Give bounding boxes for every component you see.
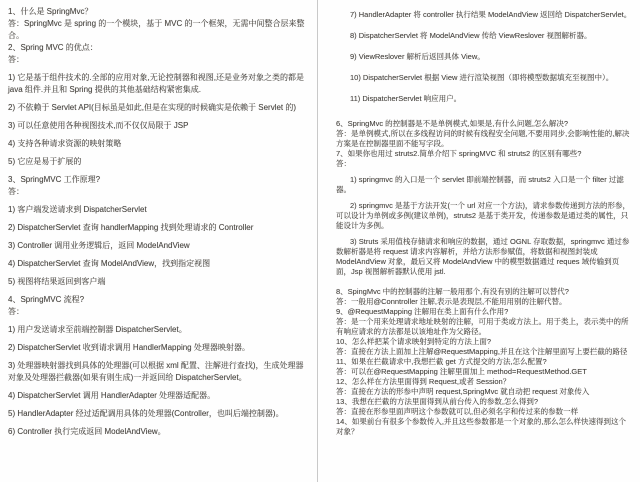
document-page-left bbox=[0, 0, 317, 482]
question-6: 6、SpringMvc 的控制器是不是单例模式,如果是,有什么问题,怎么解决? bbox=[336, 119, 569, 128]
document-page-right bbox=[318, 0, 640, 482]
q4-step-1: 1) 用户发送请求至前端控制器 DispatcherServlet。 bbox=[8, 325, 187, 334]
q4-step-6: 6) Controller 执行完成返回 ModelAndView。 bbox=[8, 427, 166, 436]
q3-step-2: 2) DispatcherServlet 查询 handlerMapping 找到处理请求的 Controller bbox=[8, 223, 254, 232]
q4-step-9: 9) ViewReslover 解析后返回具体 View。 bbox=[350, 52, 485, 61]
question-8: 8、SpingMvc 中的控制器的注解一般用那个,有没有别的注解可以替代? bbox=[336, 287, 569, 296]
question-3: 3、SpringMVC 工作原理? bbox=[8, 175, 101, 184]
q2-point-3: 3) 可以任意使用各种视图技术,而不仅仅局限于 JSP bbox=[8, 121, 189, 130]
question-12: 12、怎么样在方法里面得到 Request,或者 Session？ bbox=[336, 377, 511, 386]
q3-step-1: 1) 客户端发送请求到 DispatcherServlet bbox=[8, 205, 147, 214]
answer-6: 答：是单例模式,所以在多线程访问的时候有线程安全问题,不要用同步,会影响性能的,解决方案是在控制器里面不能写字段。 bbox=[336, 129, 630, 148]
answer-12: 答：直接在方法的形参中声明 request,SpringMvc 就自动把 request 对象传入 bbox=[336, 387, 590, 396]
answer-1: 答：SpringMvc 是 spring 的一个模块，基于 MVC 的一个框架，无需中间整合层来整合。 bbox=[8, 19, 305, 40]
q4-step-5: 5) HandlerAdapter 经过适配调用具体的处理器(Controller，也叫后端控制器)。 bbox=[8, 409, 284, 418]
question-4: 4、SpringMVC 流程? bbox=[8, 295, 85, 304]
q4-step-8: 8) DispatcherServlet 将 ModelAndView 传给 ViewReslover 视图解析器。 bbox=[350, 31, 592, 40]
question-7: 7、如果你也用过 struts2.简单介绍下 springMVC 和 struts2 的区别有哪些? bbox=[336, 149, 582, 158]
q2-point-4: 4) 支持各种请求资源的映射策略 bbox=[8, 139, 122, 148]
answer-11: 答：可以在@RequestMapping 注解里面加上 method=RequestMethod.GET bbox=[336, 367, 587, 376]
q2-point-1: 1) 它是基于组件技术的.全部的应用对象,无论控制器和视图,还是业务对象之类的都是 java 组件.并且和 Spring 提供的其他基础结构紧密集成. bbox=[8, 73, 305, 94]
question-13: 13、我想在拦截的方法里面得到从前台传入的参数,怎么得到? bbox=[336, 397, 539, 406]
question-9: 9、@RequestMapping 注解用在类上面有什么作用? bbox=[336, 307, 509, 316]
q3-step-4: 4) DispatcherServlet 查询 ModelAndView，找到指定视图 bbox=[8, 259, 211, 268]
answer-9: 答：是一个用来处理请求地址映射的注解，可用于类或方法上。用于类上，表示类中的所有响应请求的方法都是以该地址作为父路径。 bbox=[336, 317, 629, 336]
question-10: 10、怎么样把某个请求映射到特定的方法上面? bbox=[336, 337, 492, 346]
question-1: 1、什么是 SpringMvc？ bbox=[8, 7, 93, 16]
q4-step-10: 10) DispatcherServlet 根据 View 进行渲染视图（即将模型数据填充至视图中）。 bbox=[350, 73, 614, 82]
q4-step-2: 2) DispatcherServlet 收到请求调用 HandlerMapping 处理器映射器。 bbox=[8, 343, 250, 352]
answer-2-label: 答： bbox=[8, 55, 24, 64]
q7-point-2: 2) springmvc 是基于方法开发(一个 url 对应一个方法)，请求参数传递到方法的形参，可以设计为单例或多例(建议单例)，struts2 是基于类开发，传递参数是通过类的属性，只能设计为多例。 bbox=[336, 201, 631, 230]
answer-4-label: 答： bbox=[8, 307, 24, 316]
answer-3-label: 答： bbox=[8, 187, 24, 196]
question-2: 2、Spring MVC 的优点： bbox=[8, 43, 98, 52]
question-14: 14、如果前台有很多个参数传入,并且这些参数都是一个对象的,那么怎么样快速得到这个对象？ bbox=[336, 417, 627, 436]
q2-point-2: 2) 不依赖于 Servlet API(目标虽是如此,但是在实现的时候确实是依赖于 Servlet 的) bbox=[8, 103, 297, 112]
answer-13: 答：直接在形参里面声明这个参数就可以,但必须名字和传过来的参数一样 bbox=[336, 407, 579, 416]
q3-step-3: 3) Controller 调用业务逻辑后，返回 ModelAndView bbox=[8, 241, 190, 250]
question-11: 11、如果在拦截请求中,我想拦截 get 方式提交的方法,怎么配置? bbox=[336, 357, 547, 366]
q3-step-5: 5) 视图将结果返回到客户端 bbox=[8, 277, 106, 286]
answer-7-label: 答： bbox=[336, 159, 351, 168]
q4-step-7: 7) HandlerAdapter 将 controller 执行结果 ModelAndView 返回给 DispatcherServlet。 bbox=[350, 10, 632, 19]
q4-step-3: 3) 处理器映射器找到具体的处理器(可以根据 xml 配置、注解进行查找)，生成处理器对象及处理器拦截器(如果有则生成)一并返回给 DispatcherServlet。 bbox=[8, 361, 304, 382]
q7-point-1: 1) springmvc 的入口是一个 servlet 即前端控制器，而 struts2 入口是一个 filter 过滤器。 bbox=[336, 175, 624, 194]
answer-10: 答：直接在方法上面加上注解@RequestMapping,并且在这个注解里面写上要拦截的路径 bbox=[336, 347, 628, 356]
q4-step-4: 4) DispatcherServlet 调用 HandlerAdapter 处理器适配器。 bbox=[8, 391, 216, 400]
answer-8: 答：一般用@Conntroller 注解,表示是表现层,不能用用别的注解代替。 bbox=[336, 297, 567, 306]
q4-step-11: 11) DispatcherServlet 响应用户。 bbox=[350, 94, 462, 103]
q2-point-5: 5) 它应是易于扩展的 bbox=[8, 157, 82, 166]
q7-point-3: 3) Struts 采用值栈存储请求和响应的数据，通过 OGNL 存取数据，springmvc 通过参数解析器是将 request 请求内容解析，并给方法形参赋值，将数据和视图封装成 ModelAndView 对象，最后又将 ModelAndView 中的模型数据通过 reques 域传输到页面，Jsp 视图解析器默认使用 jstl. bbox=[336, 237, 630, 276]
